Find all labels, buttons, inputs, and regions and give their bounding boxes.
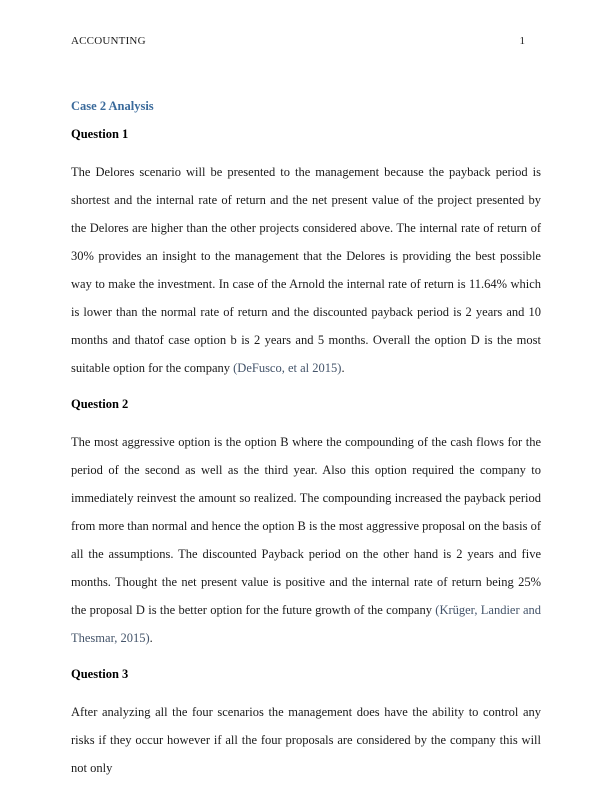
question-1-paragraph xyxy=(71,158,541,382)
question-3-paragraph xyxy=(71,698,541,782)
question-2-citation: (Krüger, Landier and Thesmar, 2015) xyxy=(71,603,541,645)
document-title: Case 2 Analysis xyxy=(71,99,154,113)
question-2-period: . xyxy=(149,631,153,645)
page-header xyxy=(71,34,541,48)
section-question-3 xyxy=(71,660,541,782)
question-2-heading: Question 2 xyxy=(71,397,129,411)
question-1-heading: Question 1 xyxy=(71,127,129,141)
question-1-citation: (DeFusco, et al 2015) xyxy=(233,361,342,375)
question-3-heading: Question 3 xyxy=(71,667,129,681)
question-1-body-text: The Delores scenario will be presented to the management because the payback period is shortest and the internal rate of return and the net present value of the project presented by the Delores are higher than the other projects considered above. The internal rate of return of 30% provides an insight to the management that the Delores is providing the best possible way to make the investment. In case of the Arnold the internal rate of return is 11.64% which is lower than the normal rate of return and the discounted payback period is 2 years and 10 months and thatof case option b is 2 years and 5 months. Overall the option D is the most suitable option for the company xyxy=(71,165,541,375)
section-question-1 xyxy=(71,120,541,382)
question-3-body-text: After analyzing all the four scenarios the management does have the ability to control any risks if they occur however if all the four proposals are considered by the company this will not only xyxy=(71,705,541,775)
question-2-paragraph xyxy=(71,428,541,652)
question-1-period: . xyxy=(341,361,345,375)
question-2-body-text: The most aggressive option is the option B where the compounding of the cash flows for the period of the second as well as the third year. Also this option required the company to immediately reinvest the amount so realized. The compounding increased the payback period from more than normal and hence the option B is the most aggressive proposal on the basis of all the assumptions. The discounted Payback period on the other hand is 2 years and five months. Thought the net present value is positive and the internal rate of return being 25% the proposal D is the better option for the future growth of the company xyxy=(71,435,541,617)
page-number: 1 xyxy=(519,35,525,47)
section-question-2 xyxy=(71,390,541,652)
running-head: ACCOUNTING xyxy=(71,35,146,47)
